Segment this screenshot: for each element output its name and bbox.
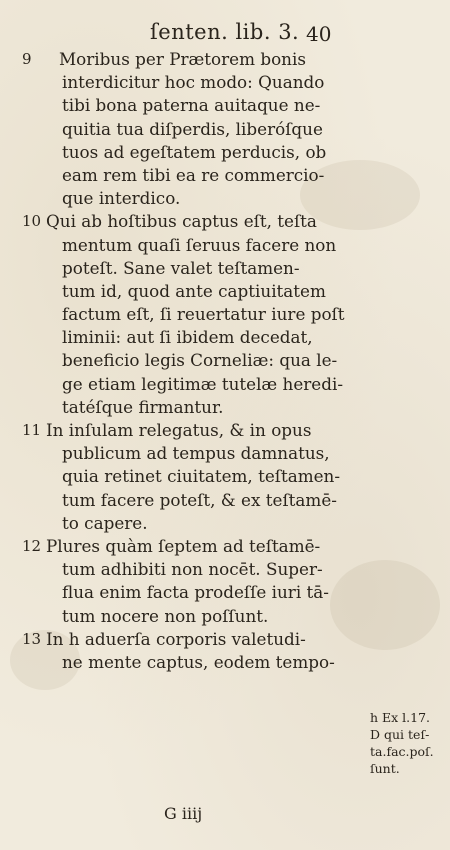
line-text: factum eſt, ſi reuertatur iure poſt <box>62 304 345 325</box>
margin-note-line: ſunt. <box>370 761 400 776</box>
paragraph-number: 12 <box>22 536 42 555</box>
text-line <box>14 419 359 442</box>
line-text: In h aduerſa corporis valetudi- <box>46 628 306 649</box>
signature-mark: G iiij <box>164 804 203 823</box>
text-line <box>14 512 359 535</box>
line-text: tum adhibiti non nocēt. Super- <box>62 559 323 580</box>
line-text: interdicitur hoc modo: Quando <box>62 72 325 93</box>
text-line <box>14 118 359 141</box>
text-line <box>14 94 359 117</box>
page-number: 40 <box>306 22 332 46</box>
line-text: tuos ad egeſtatem perducis, ob <box>62 141 327 162</box>
main-text <box>14 48 359 674</box>
paragraph-number: 11 <box>22 421 42 439</box>
line-text: flua enim facta prodeſſe iuri tā- <box>62 582 329 603</box>
text-line <box>14 581 359 604</box>
line-text: beneficio legis Corneliæ: qua le- <box>62 350 338 371</box>
line-text: eam rem tibi ea re commercio- <box>62 164 325 185</box>
text-line <box>14 349 359 372</box>
line-text: ne mente captus, eodem tempo- <box>62 651 335 672</box>
text-line <box>14 558 359 581</box>
text-line <box>14 187 359 210</box>
text-line <box>14 48 359 71</box>
line-text: tum nocere non poſſunt. <box>62 605 269 626</box>
text-line <box>14 489 359 512</box>
margin-note-line: h Ex l.17. <box>370 710 431 725</box>
text-line <box>14 234 359 257</box>
text-line <box>14 257 359 280</box>
line-text: Qui ab hoſtibus captus eſt, teſta <box>46 211 317 232</box>
text-line <box>14 280 359 303</box>
line-text: quitia tua diſperdis, liberóſque <box>62 118 323 139</box>
text-line <box>14 141 359 164</box>
line-text: tibi bona paterna auitaque ne- <box>62 95 321 116</box>
text-line <box>14 465 359 488</box>
paragraph-number: 13 <box>22 629 42 648</box>
paragraph-number: 9 <box>22 50 32 68</box>
text-line <box>14 164 359 187</box>
text-line <box>14 210 359 233</box>
line-text: poteſt. Sane valet teſtamen- <box>62 257 300 278</box>
text-line <box>14 396 359 419</box>
text-line <box>14 651 359 674</box>
paragraph-number: 10 <box>22 212 42 231</box>
text-line <box>14 71 359 94</box>
line-text: quia retinet ciuitatem, teſtamen- <box>62 466 341 487</box>
text-line <box>14 628 359 651</box>
line-text: In inſulam relegatus, & in opus <box>46 420 312 440</box>
margin-note <box>370 709 450 777</box>
line-text: publicum ad tempus damnatus, <box>62 443 330 464</box>
line-text: tum facere poteſt, & ex teſtamē- <box>62 489 337 510</box>
line-text: tatéſque firmantur. <box>62 396 224 417</box>
line-text: tum id, quod ante captiuitatem <box>62 280 326 301</box>
text-line <box>14 605 359 628</box>
margin-note-line: D qui teſ- <box>370 727 430 742</box>
line-text: que interdico. <box>62 188 181 209</box>
line-text: mentum quaſi ſeruus facere non <box>62 234 337 255</box>
line-text: Moribus per Prætorem bonis <box>59 49 306 69</box>
running-head: ſenten. lib. 3. <box>150 20 300 44</box>
text-line <box>14 442 359 465</box>
line-text: liminii: aut ſi ibidem decedat, <box>62 327 313 348</box>
line-text: to capere. <box>62 512 148 533</box>
text-line <box>14 535 359 558</box>
line-text: ge etiam legitimæ tutelæ heredi- <box>62 373 344 394</box>
text-line <box>14 373 359 396</box>
page-header <box>0 14 450 44</box>
text-line <box>14 326 359 349</box>
margin-note-line: ta.fac.poſ. <box>370 744 434 759</box>
line-text: Plures quàm ſeptem ad teſtamē- <box>46 535 321 556</box>
text-line <box>14 303 359 326</box>
